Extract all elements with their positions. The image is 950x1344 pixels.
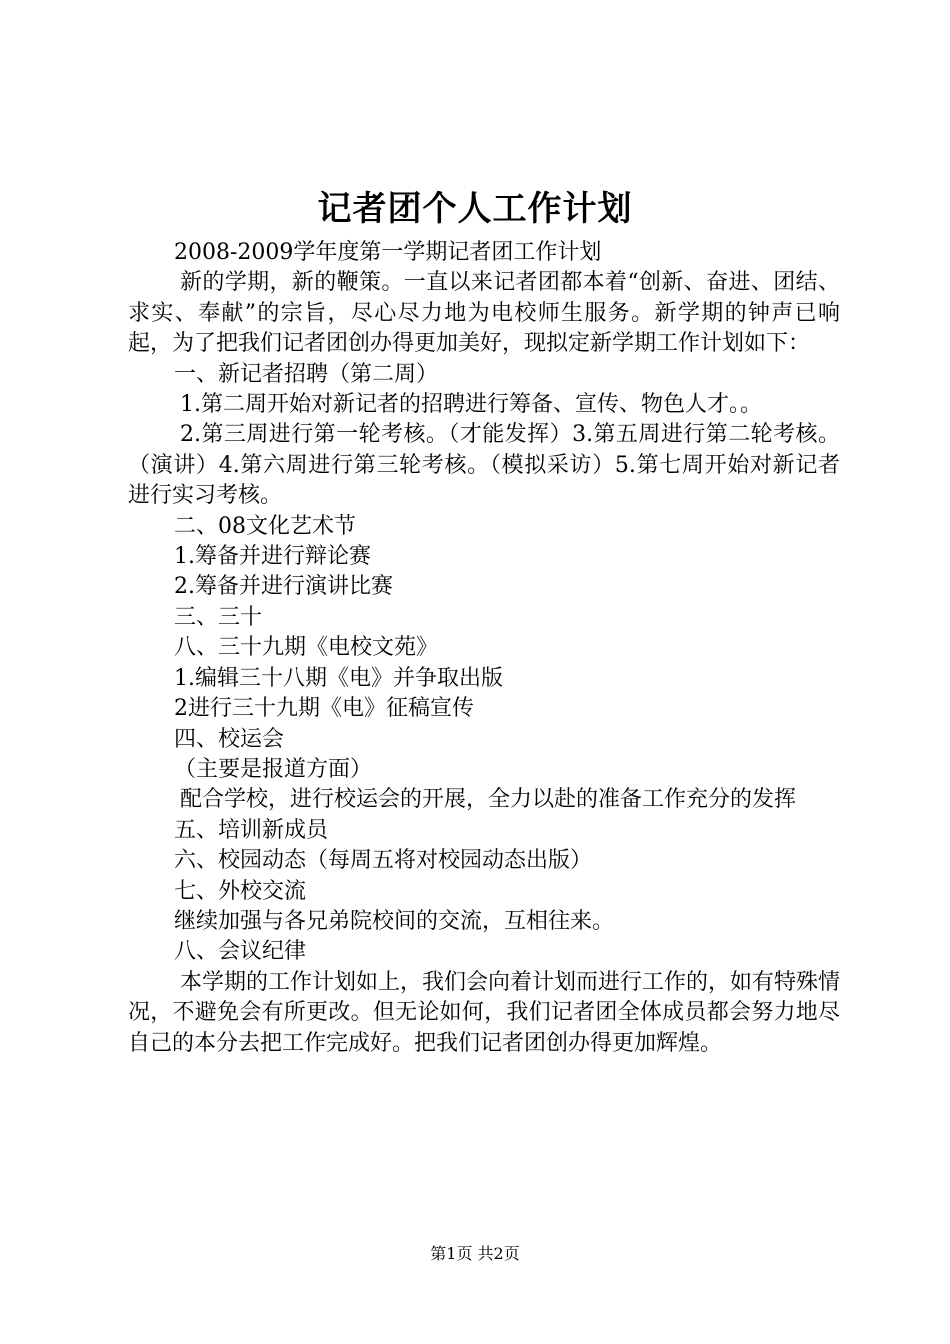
section-heading: 七、外校交流 — [174, 878, 307, 904]
section-heading: 五、培训新成员 — [174, 817, 329, 843]
paragraph-conclusion: 本学期的工作计划如上，我们会向着计划而进行工作的，如有特殊情况，不避免会有所更改。但无论如何，我们记者团全体成员都会努力地尽自己的本分去把工作完成好。把我们记者团创办得更加辉煌。 — [128, 969, 841, 1056]
section-heading: 二、08文化艺术节 — [174, 513, 356, 539]
list-item: 2.筹备并进行演讲比赛 — [174, 574, 393, 600]
list-item: 1.筹备并进行辩论赛 — [174, 544, 371, 570]
page-number-footer: 第1页 共2页 — [430, 1244, 520, 1263]
list-item: 2.第三周进行第一轮考核。（才能发挥）3.第五周进行第二轮考核。（演讲）4.第六周进行第三轮考核。（模拟采访）5.第七周开始对新记者进行实习考核。 — [128, 422, 840, 509]
paragraph-note: （主要是报道方面） — [174, 756, 373, 782]
list-item: 2进行三十九期《电》征稿宣传 — [174, 696, 474, 722]
section-heading: 三、三十 — [174, 604, 263, 630]
paragraph-body: 配合学校，进行校运会的开展，全力以赴的准备工作充分的发挥 — [180, 787, 797, 813]
section-heading: 八、三十九期《电校文苑》 — [174, 635, 439, 661]
document-title: 记者团个人工作计划 — [317, 189, 633, 229]
section-heading: 一、新记者招聘（第二周） — [174, 361, 439, 387]
section-heading: 八、会议纪律 — [174, 939, 307, 965]
paragraph-body: 继续加强与各兄弟院校间的交流，互相往来。 — [174, 908, 615, 934]
document-body — [128, 238, 840, 1059]
section-heading: 四、校运会 — [174, 726, 285, 752]
section-heading: 六、校园动态（每周五将对校园动态出版） — [174, 848, 593, 874]
list-item: 1.第二周开始对新记者的招聘进行筹备、宣传、物色人才。。 — [180, 392, 762, 418]
paragraph-intro: 新的学期，新的鞭策。一直以来记者团都本着“创新、奋进、团结、求实、奉献”的宗旨，尽心尽力地为电校师生服务。新学期的钟声已响起，为了把我们记者团创办得更加美好，现拟定新学期工作计划如下： — [128, 270, 840, 357]
paragraph-subtitle: 2008-2009学年度第一学期记者团工作计划 — [174, 240, 602, 265]
list-item: 1.编辑三十八期《电》并争取出版 — [174, 665, 503, 691]
